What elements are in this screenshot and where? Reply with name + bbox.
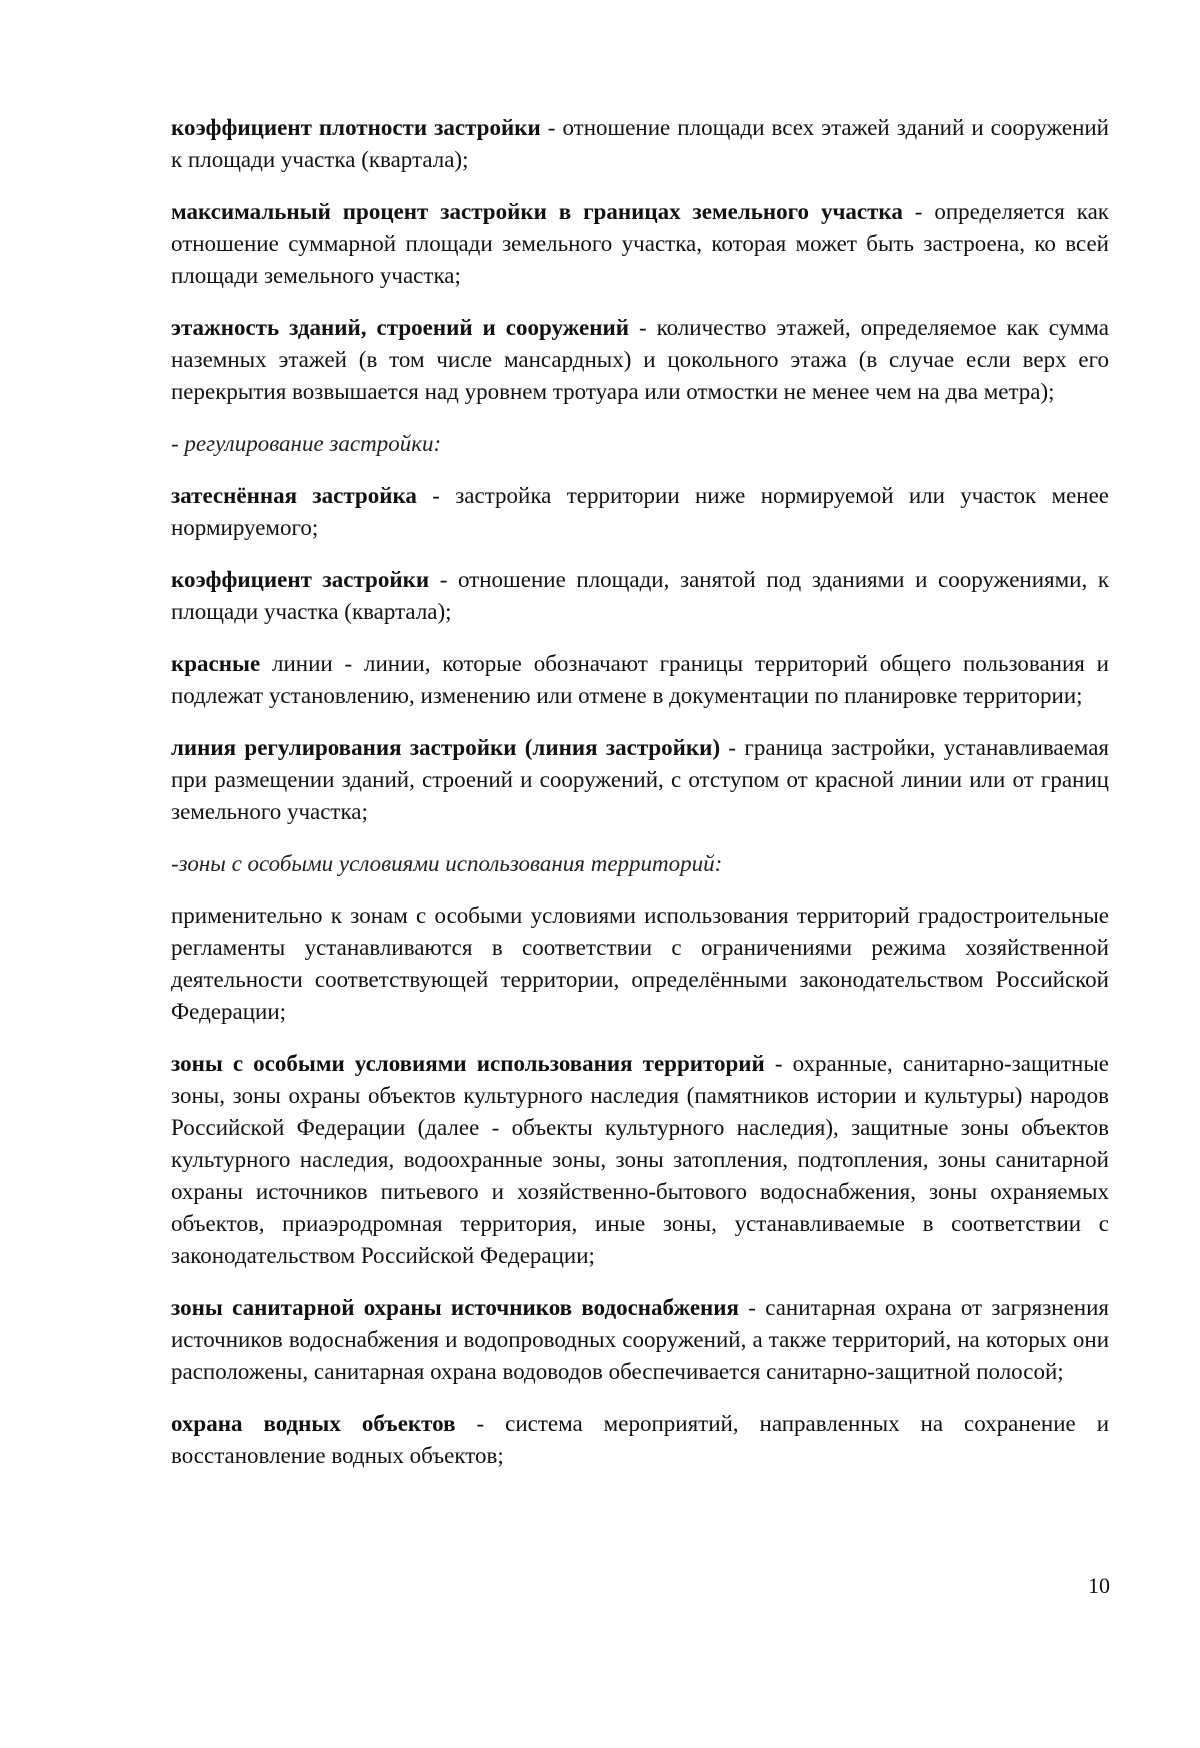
paragraph-text: применительно к зонам с особыми условиями использования территорий градостроительные регламенты устанавливаются в соответствии с ограничениями режима хозяйственной деятельности соответствующей территории, определёнными законодательством Российской Федерации; — [171, 903, 1109, 1024]
definition-text: - охранные, санитарно-защитные зоны, зоны охраны объектов культурного наследия (памятников истории и культуры) народов Российской Федерации (далее - объекты культурного наследия), защитные зоны объектов культурного наследия, водоохранные зоны, зоны затопления, подтопления, зоны санитарной охраны источников питьевого и хозяйственно-бытового водоснабжения, зоны охраняемых объектов, приаэродромная территория, иные зоны, устанавливаемые в соответствии с законодательством Российской Федерации; — [171, 1051, 1109, 1268]
definition-paragraph — [171, 1408, 1109, 1472]
definition-text: - определяется как отношение суммарной площади земельного участка, которая может быть застроена, ко всей площади земельного участка; — [171, 199, 1109, 288]
definition-paragraph — [171, 112, 1109, 176]
definition-paragraph — [171, 1048, 1109, 1272]
definition-paragraph — [171, 196, 1109, 292]
definition-text: - количество этажей, определяемое как сумма наземных этажей (в том числе мансардных) и цокольного этажа (в случае если верх его перекрытия возвышается над уровнем тротуара или отмостки не менее чем на два метра); — [171, 315, 1109, 404]
definition-term: этажность зданий, строений и сооружений — [171, 315, 630, 340]
definition-text: линии - линии, которые обозначают границы территорий общего пользования и подлежат установлению, изменению или отмене в документации по планировке территории; — [171, 651, 1109, 708]
definition-text: - отношение площади, занятой под зданиями и сооружениями, к площади участка (квартала); — [171, 567, 1110, 624]
body-paragraph — [171, 900, 1109, 1028]
definition-term: линия регулирования застройки (линия застройки) — [171, 735, 721, 760]
section-heading: -зоны с особыми условиями использования территорий: — [171, 851, 723, 876]
definition-text: - санитарная охрана от загрязнения источников водоснабжения и водопроводных сооружений, а также территорий, на которых они расположены, санитарная охрана водоводов обеспечивается санитарно-защитной полосой; — [171, 1295, 1109, 1384]
definition-text: - система мероприятий, направленных на сохранение и восстановление водных объектов; — [171, 1411, 1110, 1468]
definition-paragraph — [171, 648, 1109, 712]
definition-term: охрана водных объектов — [171, 1411, 456, 1436]
definition-text: - отношение площади всех этажей зданий и сооружений к площади участка (квартала); — [171, 115, 1109, 172]
definition-text: - граница застройки, устанавливаемая при размещении зданий, строений и сооружений, с отступом от красной линии или от границ земельного участка; — [171, 735, 1109, 824]
definition-term: красные — [171, 651, 261, 676]
definition-term: зоны с особыми условиями использования территорий — [171, 1051, 765, 1076]
definition-paragraph — [171, 1292, 1109, 1388]
definition-term: максимальный процент застройки в границах земельного участка — [171, 199, 903, 224]
section-heading: - регулирование застройки: — [171, 431, 442, 456]
document-body — [171, 112, 1109, 1492]
definition-paragraph — [171, 564, 1109, 628]
definition-text: - застройка территории ниже нормируемой или участок менее нормируемого; — [171, 483, 1110, 540]
definition-paragraph — [171, 312, 1109, 408]
definition-term: коэффициент плотности застройки — [171, 115, 541, 140]
definition-term: зоны санитарной охраны источников водоснабжения — [171, 1295, 739, 1320]
definition-term: затеснённая застройка — [171, 483, 417, 508]
definition-paragraph — [171, 732, 1109, 828]
page-number: 10 — [1088, 1573, 1110, 1598]
definition-term: коэффициент застройки — [171, 567, 430, 592]
definition-paragraph — [171, 480, 1109, 544]
